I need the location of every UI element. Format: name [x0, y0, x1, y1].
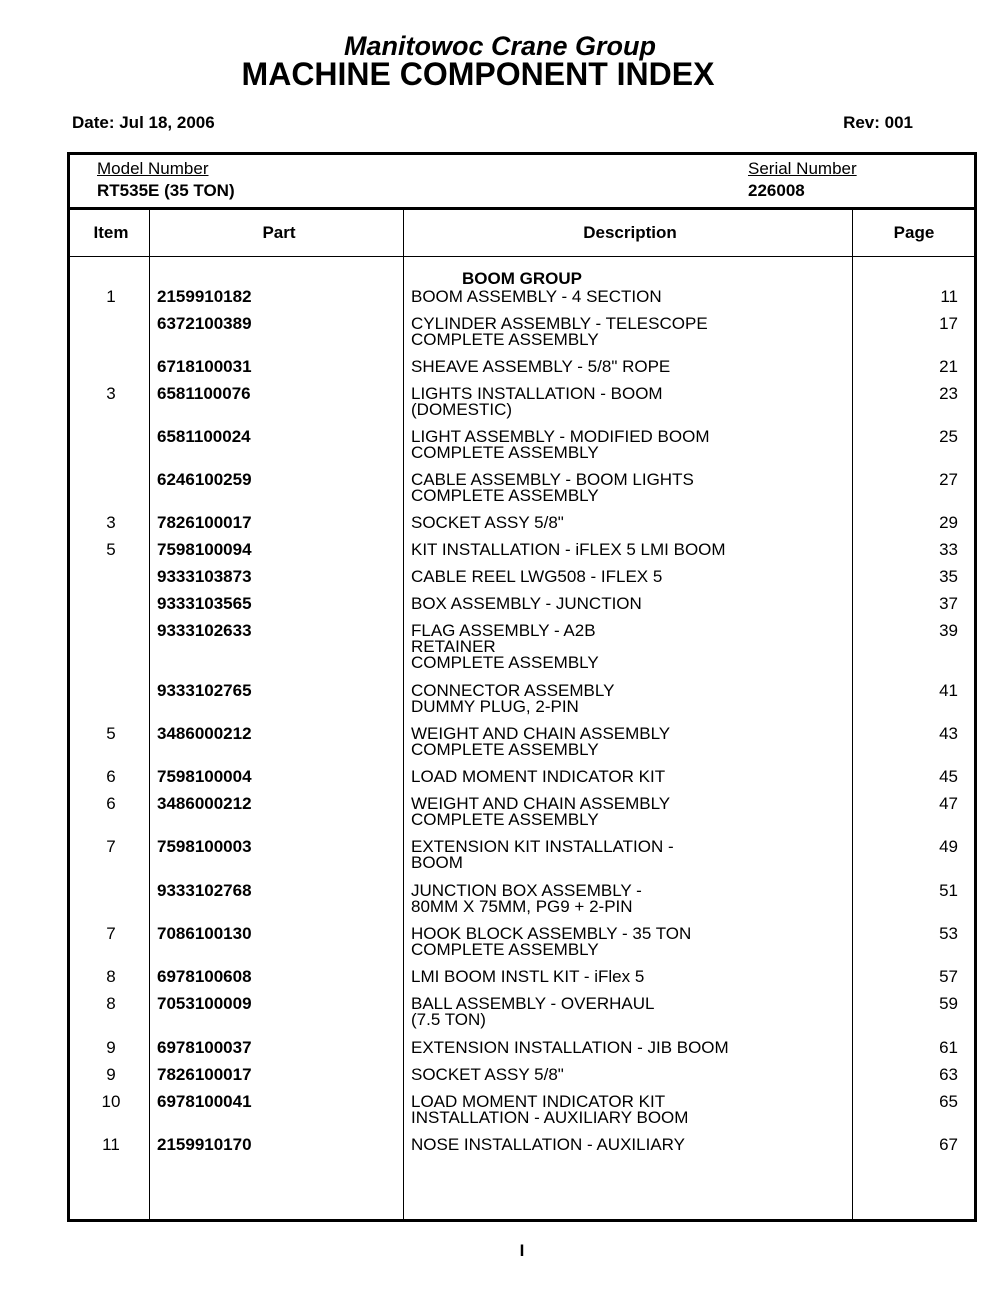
description-cell: CYLINDER ASSEMBLY - TELESCOPE COMPLETE ASSEMBLY — [411, 314, 708, 349]
item-cell: 11 — [102, 1135, 120, 1154]
page-cell: 65 — [939, 1092, 958, 1111]
item-cell: 7 — [106, 924, 116, 943]
part-number-cell: 7598100094 — [157, 540, 252, 559]
item-cell: 6 — [106, 767, 116, 786]
description-cell: CONNECTOR ASSEMBLY DUMMY PLUG, 2-PIN — [411, 681, 615, 716]
group-title: BOOM GROUP — [462, 269, 582, 288]
model-number-value: RT535E (35 TON) — [97, 181, 235, 200]
item-cell: 5 — [106, 724, 116, 743]
part-number-cell: 6581100024 — [157, 427, 251, 446]
page-cell: 49 — [939, 837, 958, 856]
part-number-cell: 7598100004 — [157, 767, 252, 786]
page-cell: 53 — [939, 924, 958, 943]
description-cell: BOOM ASSEMBLY - 4 SECTION — [411, 287, 662, 306]
page-cell: 39 — [939, 621, 958, 640]
document-date: Date: Jul 18, 2006 — [72, 113, 215, 132]
description-cell: SHEAVE ASSEMBLY - 5/8" ROPE — [411, 357, 671, 376]
item-cell: 7 — [106, 837, 116, 856]
item-cell: 8 — [106, 967, 116, 986]
page-cell: 29 — [939, 513, 958, 532]
serial-number-value: 226008 — [748, 181, 805, 200]
column-header-row — [70, 210, 974, 257]
part-number-cell: 9333103565 — [157, 594, 252, 613]
description-cell: FLAG ASSEMBLY - A2B RETAINER COMPLETE ASSEMBLY — [411, 621, 599, 672]
page-cell: 33 — [939, 540, 958, 559]
part-number-cell: 6978100608 — [157, 967, 252, 986]
part-number-cell: 7598100003 — [157, 837, 252, 856]
model-header — [70, 155, 974, 210]
page-cell: 61 — [939, 1038, 958, 1057]
page-cell: 43 — [939, 724, 958, 743]
item-cell: 1 — [106, 287, 116, 306]
model-number-label: Model Number — [97, 159, 209, 178]
description-cell: HOOK BLOCK ASSEMBLY - 35 TON COMPLETE ASSEMBLY — [411, 924, 692, 959]
page-cell: 11 — [940, 287, 958, 306]
page-cell: 21 — [939, 357, 958, 376]
page-cell: 63 — [939, 1065, 958, 1084]
description-cell: EXTENSION INSTALLATION - JIB BOOM — [411, 1038, 729, 1057]
description-cell: SOCKET ASSY 5/8" — [411, 513, 564, 532]
page-cell: 51 — [939, 881, 958, 900]
part-number-cell: 9333102765 — [157, 681, 252, 700]
part-number-cell: 9333102633 — [157, 621, 252, 640]
part-number-cell: 6372100389 — [157, 314, 252, 333]
description-cell: CABLE REEL LWG508 - IFLEX 5 — [411, 567, 663, 586]
page-cell: 59 — [939, 994, 958, 1013]
column-header-description: Description — [583, 223, 677, 242]
part-number-cell: 2159910182 — [157, 287, 252, 306]
part-number-cell: 6581100076 — [157, 384, 251, 403]
component-table — [67, 152, 977, 1222]
page-cell: 23 — [939, 384, 958, 403]
part-number-cell: 3486000212 — [157, 724, 252, 743]
page-cell: 57 — [939, 967, 958, 986]
description-cell: BALL ASSEMBLY - OVERHAUL (7.5 TON) — [411, 994, 655, 1029]
description-cell: LIGHTS INSTALLATION - BOOM (DOMESTIC) — [411, 384, 663, 419]
description-cell: JUNCTION BOX ASSEMBLY - 80MM X 75MM, PG9 + 2-PIN — [411, 881, 642, 916]
description-cell: LMI BOOM INSTL KIT - iFlex 5 — [411, 967, 645, 986]
page-cell: 41 — [939, 681, 958, 700]
description-cell: LIGHT ASSEMBLY - MODIFIED BOOM COMPLETE ASSEMBLY — [411, 427, 710, 462]
part-number-cell: 7086100130 — [157, 924, 252, 943]
part-number-cell: 6246100259 — [157, 470, 252, 489]
item-cell: 3 — [106, 384, 116, 403]
item-cell: 9 — [106, 1038, 116, 1057]
column-header-page: Page — [893, 223, 935, 242]
page-cell: 35 — [939, 567, 958, 586]
page-cell: 25 — [939, 427, 958, 446]
page-cell: 17 — [939, 314, 958, 333]
page-cell: 67 — [939, 1135, 958, 1154]
part-number-cell: 7826100017 — [157, 1065, 252, 1084]
part-number-cell: 2159910170 — [157, 1135, 252, 1154]
description-cell: EXTENSION KIT INSTALLATION - BOOM — [411, 837, 674, 872]
item-cell: 6 — [106, 794, 116, 813]
document-title: MACHINE COMPONENT INDEX — [241, 56, 715, 92]
description-cell: NOSE INSTALLATION - AUXILIARY — [411, 1135, 685, 1154]
part-number-cell: 7053100009 — [157, 994, 252, 1013]
description-cell: WEIGHT AND CHAIN ASSEMBLY COMPLETE ASSEMBLY — [411, 794, 671, 829]
column-header-item: Item — [93, 223, 129, 242]
description-cell: WEIGHT AND CHAIN ASSEMBLY COMPLETE ASSEMBLY — [411, 724, 671, 759]
page-cell: 47 — [939, 794, 958, 813]
item-cell: 8 — [106, 994, 116, 1013]
description-cell: BOX ASSEMBLY - JUNCTION — [411, 594, 642, 613]
part-number-cell: 6718100031 — [157, 357, 252, 376]
column-divider — [403, 210, 404, 1219]
part-number-cell: 9333103873 — [157, 567, 252, 586]
page-cell: 27 — [939, 470, 958, 489]
description-cell: SOCKET ASSY 5/8" — [411, 1065, 564, 1084]
document-revision: Rev: 001 — [843, 113, 913, 132]
item-cell: 10 — [101, 1092, 121, 1111]
page-marker: I — [519, 1241, 525, 1260]
item-cell: 5 — [106, 540, 116, 559]
item-cell: 3 — [106, 513, 116, 532]
column-divider — [852, 210, 853, 1219]
part-number-cell: 6978100037 — [157, 1038, 252, 1057]
column-header-part: Part — [262, 223, 296, 242]
description-cell: KIT INSTALLATION - iFLEX 5 LMI BOOM — [411, 540, 726, 559]
page-cell: 37 — [939, 594, 958, 613]
part-number-cell: 3486000212 — [157, 794, 252, 813]
company-name: Manitowoc Crane Group — [343, 31, 657, 61]
part-number-cell: 6978100041 — [157, 1092, 252, 1111]
description-cell: CABLE ASSEMBLY - BOOM LIGHTS COMPLETE ASSEMBLY — [411, 470, 694, 505]
serial-number-label: Serial Number — [748, 159, 857, 178]
description-cell: LOAD MOMENT INDICATOR KIT — [411, 767, 666, 786]
page-cell: 45 — [939, 767, 958, 786]
part-number-cell: 7826100017 — [157, 513, 252, 532]
part-number-cell: 9333102768 — [157, 881, 252, 900]
item-cell: 9 — [106, 1065, 116, 1084]
description-cell: LOAD MOMENT INDICATOR KIT INSTALLATION - AUXILIARY BOOM — [411, 1092, 689, 1127]
